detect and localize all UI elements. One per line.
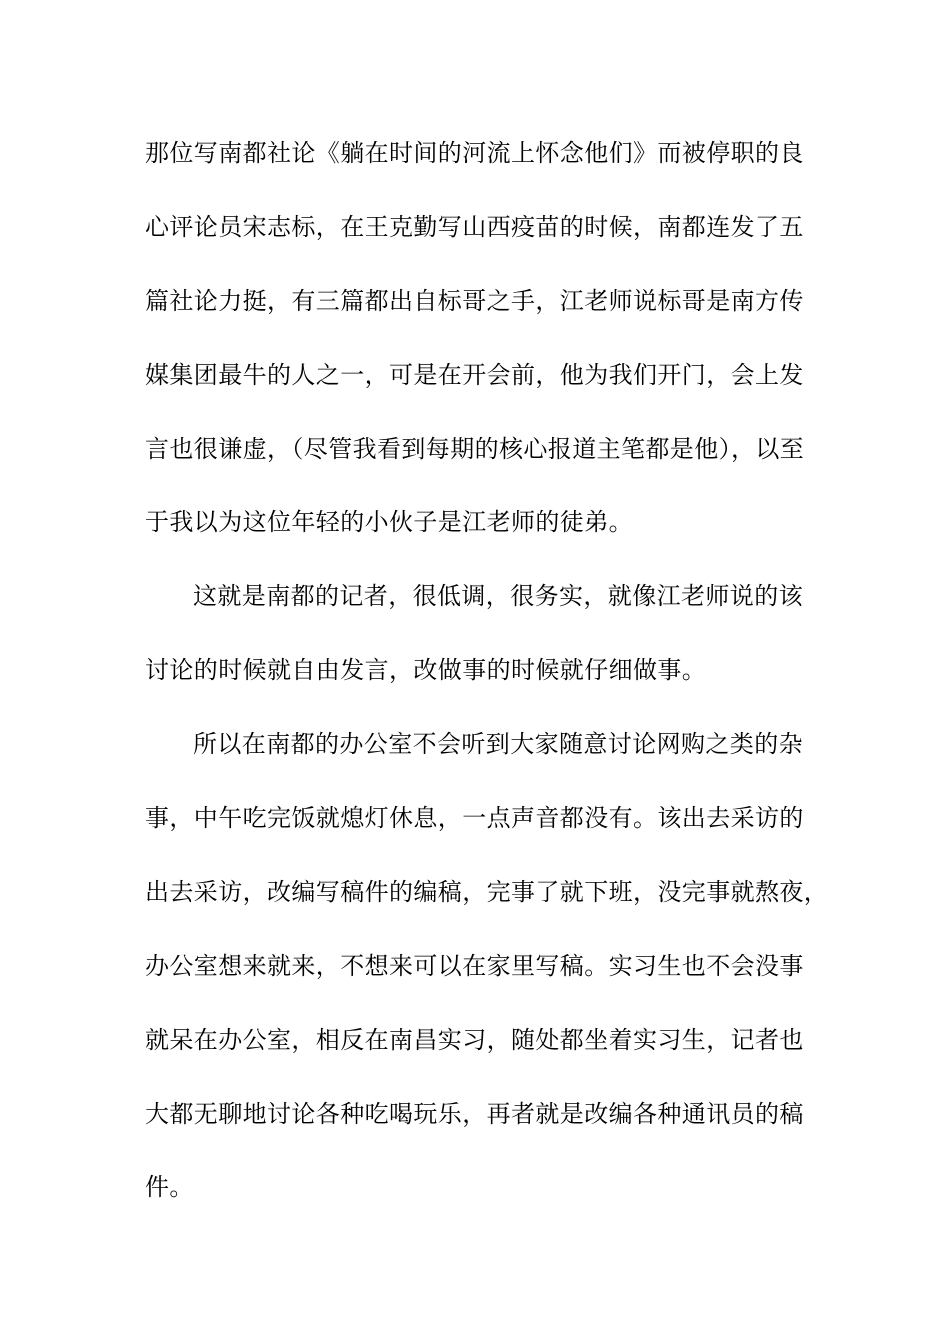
text-line-6: 于我以为这位年轻的小伙子是江老师的徒弟。 [145, 508, 633, 537]
text-line-2: 心评论员宋志标，在王克勤写山西疫苗的时候，南都连发了五 [145, 212, 804, 241]
text-line-13: 就呆在办公室，相反在南昌实习，随处都坐着实习生，记者也 [145, 1025, 804, 1054]
text-line-11: 出去采访，改编写稿件的编稿，完事了就下班，没完事就熬夜， [145, 877, 829, 906]
text-line-4: 媒集团最牛的人之一，可是在开会前，他为我们开门，会上发 [145, 360, 804, 389]
text-line-7: 这就是南都的记者，很低调，很务实，就像江老师说的该 [193, 582, 803, 611]
text-line-3: 篇社论力挺，有三篇都出自标哥之手，江老师说标哥是南方传 [145, 286, 804, 315]
text-line-12: 办公室想来就来，不想来可以在家里写稿。实习生也不会没事 [145, 951, 804, 980]
body-text [145, 126, 829, 1234]
text-line-9: 所以在南都的办公室不会听到大家随意讨论网购之类的杂 [193, 730, 803, 759]
text-line-8: 讨论的时候就自由发言，改做事的时候就仔细做事。 [145, 656, 707, 685]
text-line-14: 大都无聊地讨论各种吃喝玩乐，再者就是改编各种通讯员的稿 [145, 1099, 804, 1128]
text-line-10: 事，中午吃完饭就熄灯休息，一点声音都没有。该出去采访的 [145, 804, 804, 833]
text-line-5: 言也很谦虚，（尽管我看到每期的核心报道主笔都是他），以至 [145, 434, 805, 463]
text-line-15: 件。 [145, 1173, 194, 1202]
text-line-1: 那位写南都社论《躺在时间的河流上怀念他们》而被停职的良 [145, 139, 804, 167]
